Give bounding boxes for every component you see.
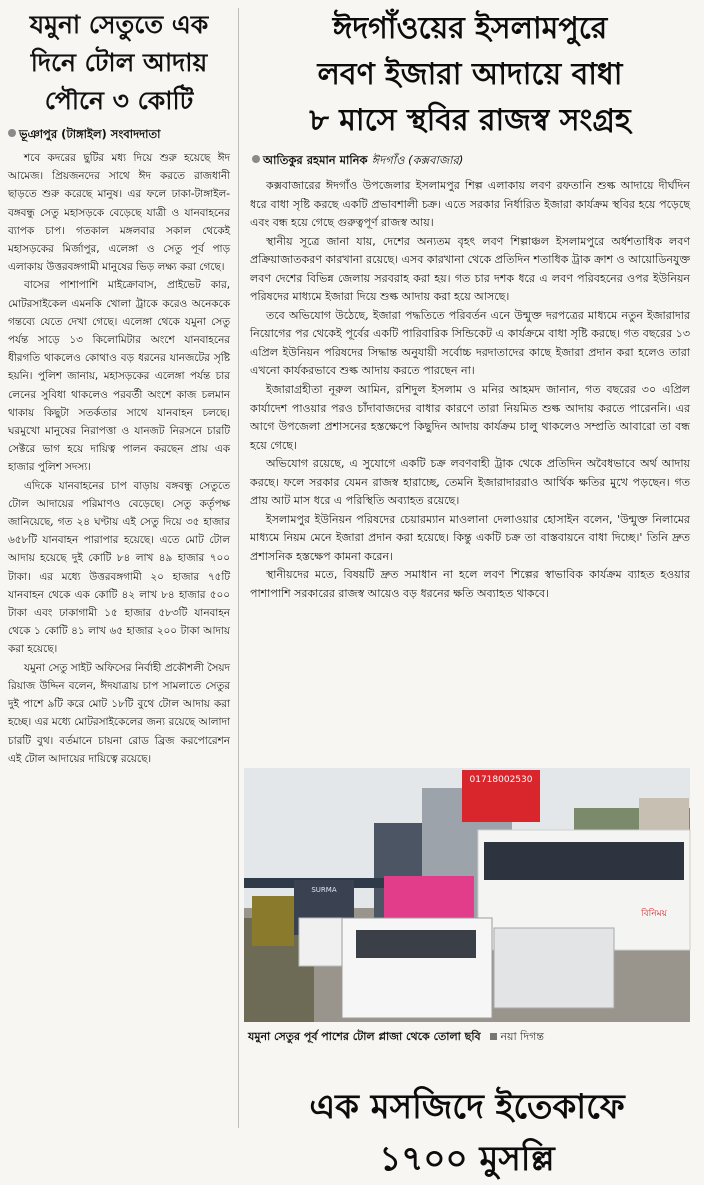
bottom-story-headline (244, 1081, 690, 1185)
left-headline-line-3: পৌনে ৩ কোটি (44, 86, 194, 115)
coach-lettering: SURMA (311, 886, 337, 894)
toll-plaza-illustration (244, 768, 690, 1022)
main-paragraph-4: ইজারাগ্রহীতা নূরুল আমিন, রশিদুল ইসলাম ও মনির আহমদ জানান, গত বছরের ৩০ এপ্রিল কার্যাদেশ পাওয়ার পরও চাঁদাবাজদের বাধার কারণে তারা নিয়মিত শুল্ক আদায় করতে পারেননি। এর আগে উপজেলা প্রশাসনের হস্তক্ষেপে কিছুদিন আদায় কার্যক্রম চালু থাকলেও সম্প্রতি আবারো তা বন্ধ হয়ে গেছে। (250, 383, 690, 452)
left-paragraph-3: এদিকে যানবাহনের চাপ বাড়ায় বঙ্গবন্ধু সেতুতে টোল আদায়ের পরিমাণও বেড়েছে। সেতু কর্তৃপক্ষ জানিয়েছে, গত ২৪ ঘণ্টায় এই সেতু দিয়ে ৩৫ হাজার ৬৫৮টি যানবাহন পারাপার হয়েছে। এতে মোট টোল আদায় হয়েছে দুই কোটি ৮৪ লাখ ৪৯ হাজার ৭০০ টাকা। এর মধ্যে উত্তরবঙ্গগামী ২০ হাজার ৭৫টি যানবাহন থেকে এক কোটি ৪২ লাখ ৮৪ হাজার ৫০০ টাকা এবং ঢাকাগামী ১৫ হাজার ৫৮৩টি যানবাহন থেকে ১ কোটি ৪১ লাখ ৬৫ হাজার ২০০ টাকা আদায় করা হয়েছে। (8, 479, 230, 656)
main-paragraph-6: ইসলামপুর ইউনিয়ন পরিষদের চেয়ারম্যান মাওলানা দেলাওয়ার হোসাইন বলেন, 'উন্মুক্ত নিলামের মাধ্যমে নিয়ম মেনে ইজারা প্রদান করা হয়েছে। কিন্তু একটি চক্র তা বাস্তবায়নে বাধা দিচ্ছে।' তিনি দ্রুত প্রশাসনিক হস্তক্ষেপ কামনা করেন। (250, 512, 690, 563)
left-headline-line-2: দিনে টোল আদায় (30, 48, 208, 77)
column-divider (238, 8, 239, 1128)
left-story-headline (8, 6, 230, 120)
bus-windows (484, 842, 684, 880)
left-paragraph-1: শবে কদরের ছুটির মধ্য দিয়ে শুরু হয়েছে ঈদ আমেজ। প্রিয়জনদের সাথে ঈদ করতে রাজধানী ছাড়তে শুরু করেছে মানুষ। এর ফলে ঢাকা-টাঙ্গাইল-বঙ্গবন্ধু সেতু মহাসড়কে বেড়েছে যাত্রী ও যানবাহনের ব্যাপক চাপ। গতকাল মঙ্গলবার সকাল থেকেই মহাসড়কের মির্জাপুর, এলেঙ্গা ও সেতু পূর্ব পাড় এলাকায় উত্তরবঙ্গগামী মানুষের ভিড় লক্ষ্য করা গেছে। (8, 152, 230, 274)
main-byline-location: ঈদগাঁও (কক্সবাজার) (371, 153, 464, 167)
bus-lettering: বিনিময় (641, 909, 667, 919)
main-story-body (244, 177, 696, 604)
main-story (244, 0, 696, 1179)
bullet-icon (252, 155, 260, 163)
caption-text: যমুনা সেতুর পূর্ব পাশের টোল প্লাজা থেকে তোলা ছবি (248, 1030, 481, 1043)
billboard-number: 01718002530 (469, 775, 533, 785)
news-photo-toll-plaza (244, 768, 690, 1022)
main-paragraph-7: স্থানীয়দের মতে, বিষয়টি দ্রুত সমাধান না হলে লবণ শিল্পের স্বাভাবিক কার্যক্রম ব্যাহত হওয়ার পাশাপাশি সরকারের রাজস্ব আয়েও বড় ধরনের ক্ষতি অব্যাহত থাকবে। (250, 568, 690, 601)
bottom-headline-line-2: ১৭০০ মুসল্লি (379, 1138, 555, 1179)
main-story-headline (244, 6, 696, 144)
main-story-byline (252, 152, 696, 171)
main-paragraph-5: অভিযোগ রয়েছে, এ সুযোগে একটি চক্র লবণবাহী ট্রাক থেকে প্রতিদিন অবৈধভাবে অর্থ আদায় করছে। ফলে সরকার যেমন রাজস্ব হারাচ্ছে, তেমনি ইজারাদাররাও আর্থিক ক্ষতির মুখে পড়ছেন। গত প্রায় আট মাস ধরে এ পরিস্থিতি অব্যাহত রয়েছে। (250, 457, 690, 508)
main-paragraph-3: তবে অভিযোগ উঠেছে, ইজারা পদ্ধতিতে পরিবর্তন এনে উন্মুক্ত দরপত্রের মাধ্যমে নতুন ইজারাদার নিয়োগের পর থেকেই পূর্বের একটি পারিবারিক সিন্ডিকেট এ কার্যক্রমে বাধা সৃষ্টি করছে। গত বছরের ১৩ এপ্রিল ইউনিয়ন পরিষদের সিদ্ধান্ত অনুযায়ী সর্বোচ্চ দরদাতাদের কাছে ইজারা প্রদান করা হলেও তারা এখনো কার্যকরভাবে শুল্ক আদায় করতে পারছেন না। (250, 308, 690, 378)
yellow-truck (252, 896, 294, 946)
main-byline-name: আতিকুর রহমান মানিক (263, 153, 368, 167)
main-headline-line-3: ৮ মাসে স্থবির রাজস্ব সংগ্রহ (309, 103, 631, 138)
left-paragraph-4: যমুনা সেতু সাইট অফিসের নির্বাহী প্রকৌশলী সৈয়দ রিয়াজ উদ্দিন বলেন, ঈদযাত্রায় চাপ সামলাতে সেতুর দুই পাশে ৯টি করে মোট ১৮টি বুথে টোল আদায় করা হচ্ছে। এর মধ্যে মোটরসাইকেলের জন্য রয়েছে আলাদা চারটি বুথ। বর্তমানে চায়না রোড ব্রিজ করপোরেশন এই টোল আদায়ের দায়িত্বে রয়েছে। (8, 661, 230, 765)
photo-caption (248, 1028, 688, 1047)
left-paragraph-2: বাসের পাশাপাশি মাইক্রোবাস, প্রাইভেট কার, মোটরসাইকেল এমনকি খোলা ট্রাকে করেও অনেককে গন্তব্যে যেতে দেখা গেছে। এলেঙ্গা থেকে যমুনা সেতু পর্যন্ত সাড়ে ১৩ কিলোমিটার অংশে যানবাহনের ধীরগতি থাকলেও কোথাও বড় ধরনের যানজটের সৃষ্টি হয়নি। পুলিশ জানায়, মহাসড়কের এলেঙ্গা পর্যন্ত চার লেনের সুবিধা থাকলেও পরবর্তী অংশে কাজ চলমান থাকায় কিছুটা সতর্কতার সাথে যানবাহন চলছে। ঘরমুখো মানুষের নিরাপত্তা ও যানজট নিরসনে চারটি সেক্টরে ভাগ হয়ে দায়িত্ব পালন করছেন প্রায় এক হাজার পুলিশ সদস্য। (8, 279, 230, 474)
main-headline-line-1: ঈদগাঁওয়ের ইসলামপুরে (332, 11, 608, 46)
left-byline-name: ভূঞাপুর (টাঙ্গাইল) সংবাদদাতা (19, 127, 161, 141)
square-icon (490, 1033, 497, 1040)
bottom-headline-line-1: এক মসজিদে ইতেকাফে (309, 1086, 625, 1127)
bullet-icon (8, 129, 16, 137)
left-column-story (0, 0, 236, 1136)
photo-credit: নয়া দিগন্ত (500, 1030, 544, 1043)
main-paragraph-1: কক্সবাজারের ঈদগাঁও উপজেলার ইসলামপুর শিল্প এলাকায় লবণ রফতানি শুল্ক আদায়ে দীর্ঘদিন ধরে বাধা সৃষ্টি করছে একটি প্রভাবশালী চক্র। এতে সরকার নির্ধারিত ইজারা কার্যক্রম স্থবির হয়ে পড়েছে এবং বন্ধ হয়ে গেছে গুরুত্বপূর্ণ রাজস্ব আয়। (250, 179, 690, 230)
left-headline-line-1: যমুনা সেতুতে এক (29, 10, 209, 39)
main-headline-line-2: লবণ ইজারা আদায়ে বাধা (317, 57, 623, 92)
silver-car (494, 928, 614, 1008)
suv-windshield (356, 930, 476, 958)
left-story-body (8, 149, 230, 768)
main-paragraph-2: স্থানীয় সূত্রে জানা যায়, দেশের অন্যতম বৃহৎ লবণ শিল্পাঞ্চল ইসলামপুরে অর্ধশতাধিক লবণ প্রক্রিয়াজাতকরণ কারখানা রয়েছে। এসব কারখানা থেকে প্রতিদিন শতাধিক ট্রাক ক্রাশ ও আয়োডিনযুক্ত লবণ দেশের বিভিন্ন জেলায় সরবরাহ করা হয়। গত চার দশক ধরে এ লবণ পরিবহনের ওপর ইউনিয়ন পরিষদের মাধ্যমে ইজারা দিয়ে শুল্ক আদায় করা হয়ে আসছে। (250, 234, 690, 304)
left-story-byline (8, 126, 230, 145)
